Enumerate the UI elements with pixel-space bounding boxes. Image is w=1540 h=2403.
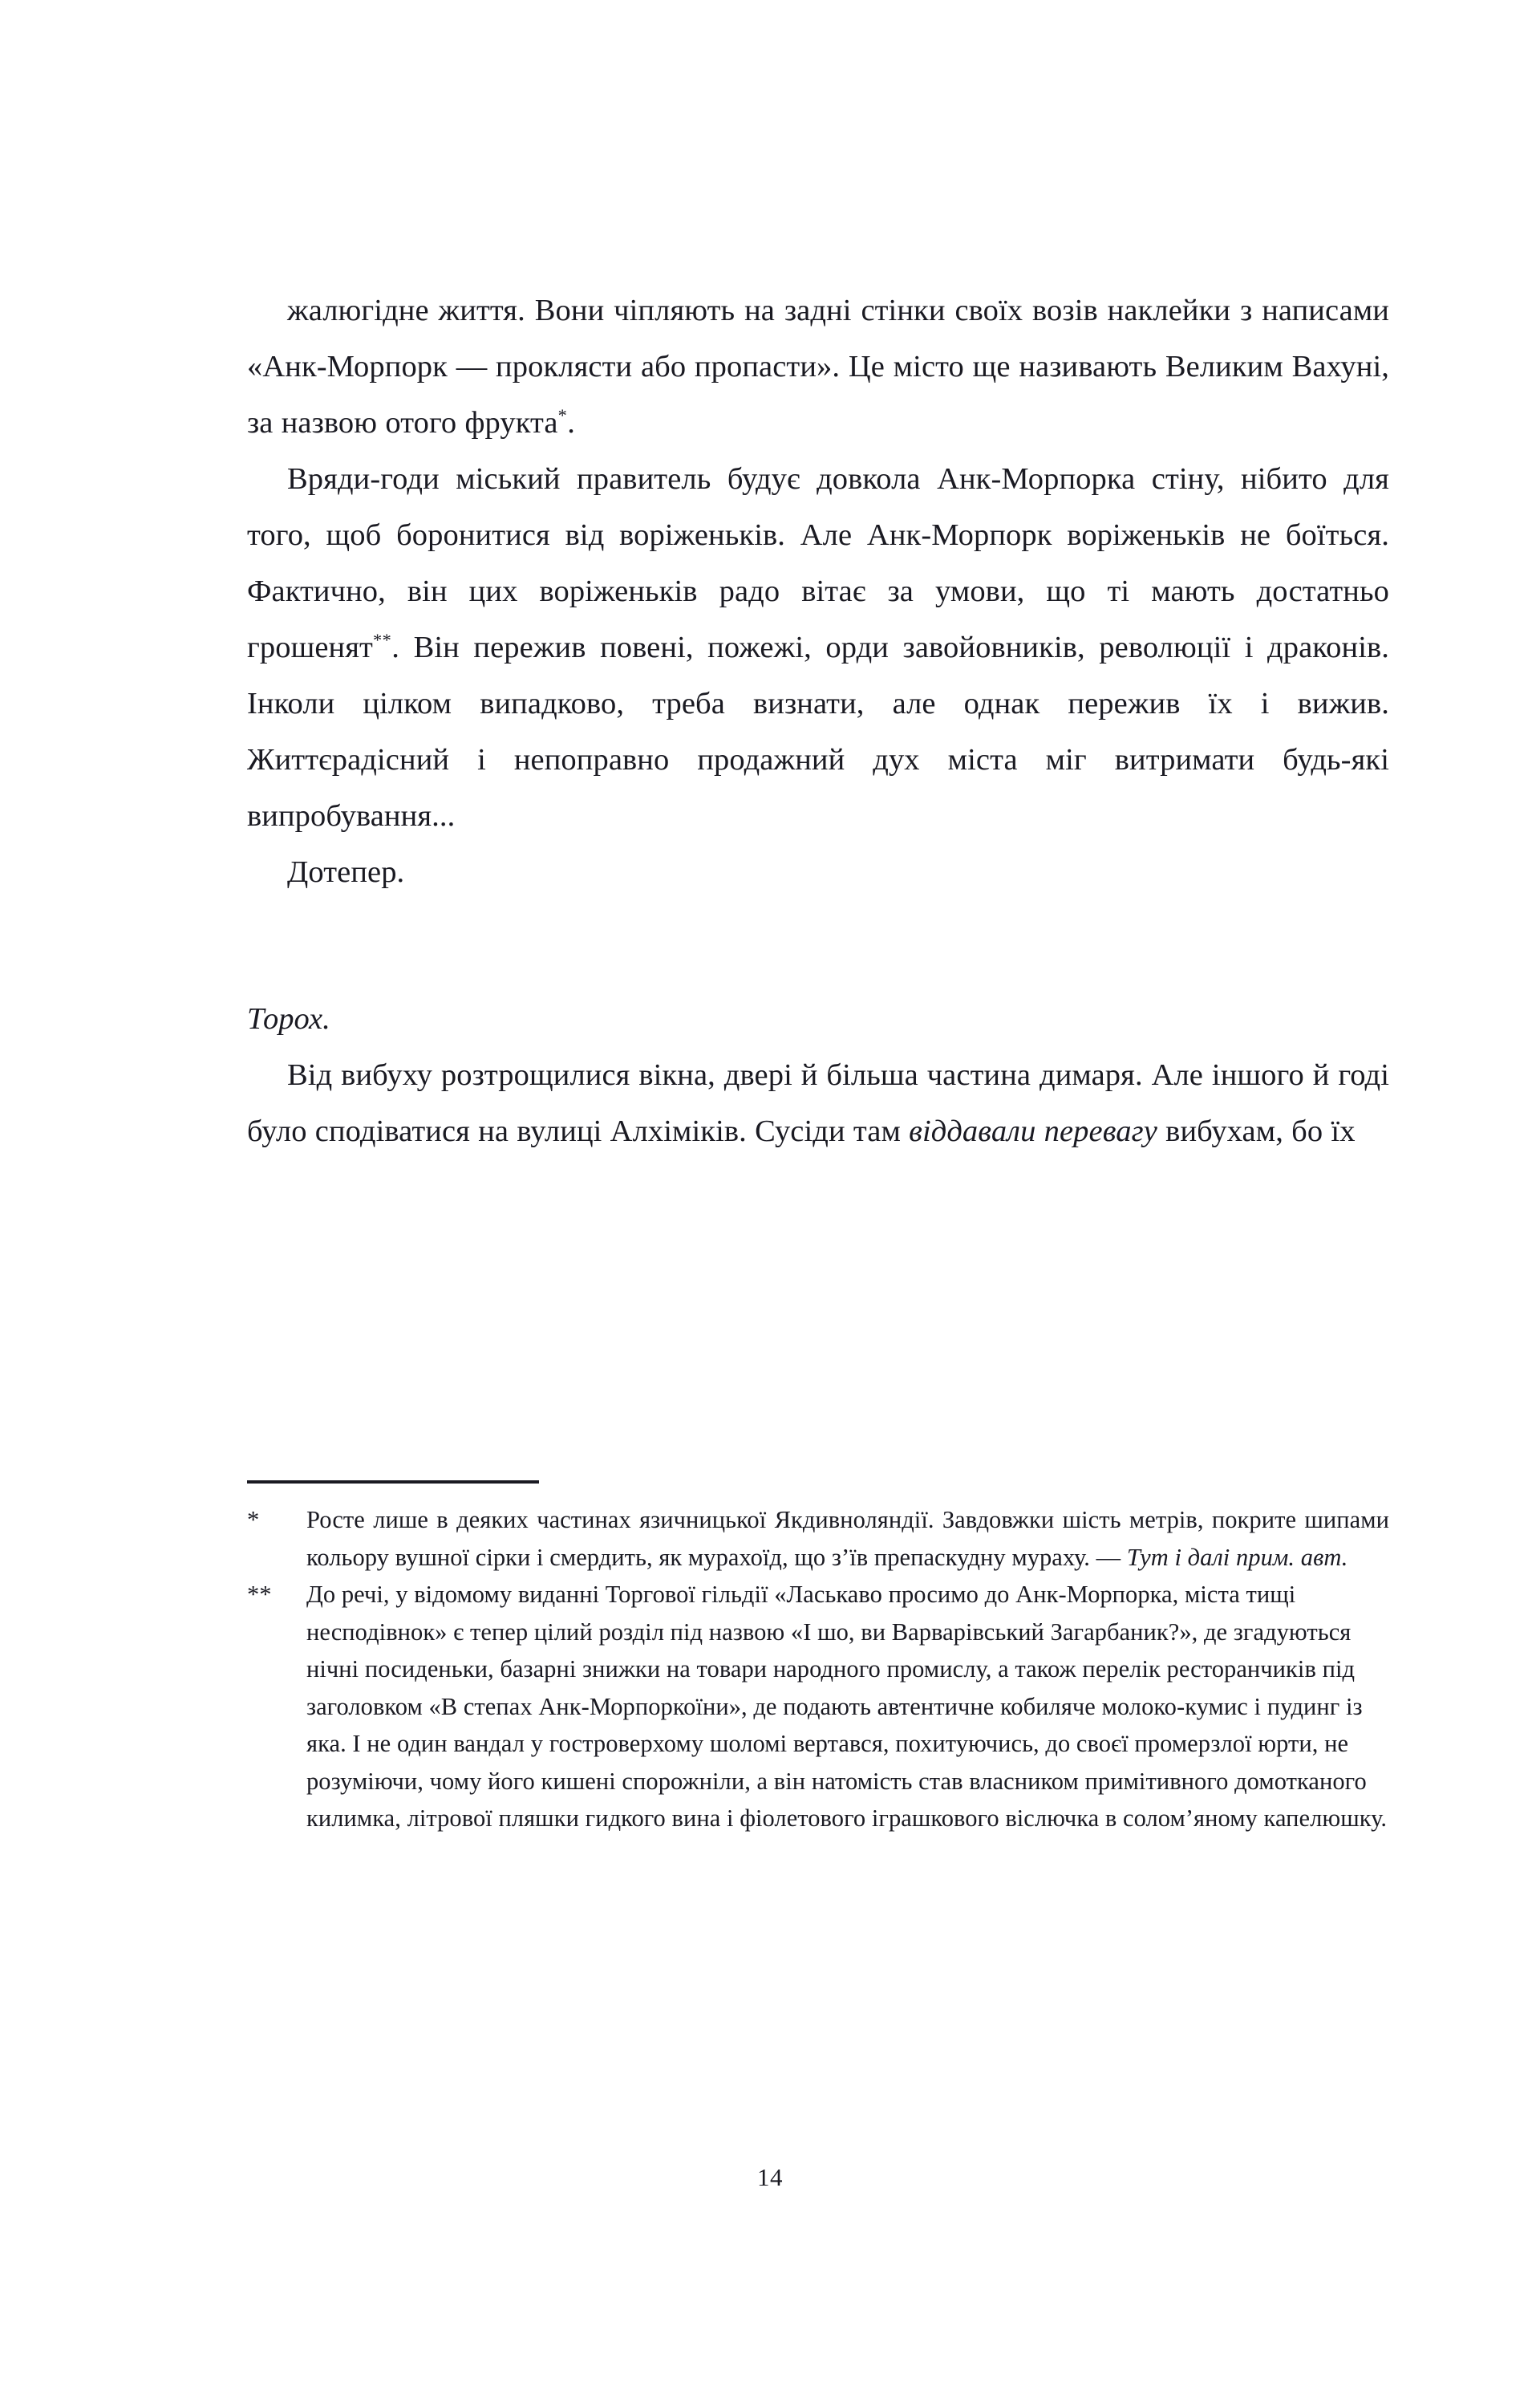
paragraph-city-wall: Вряди-годи міський правитель будує довкола Анк-Морпорка стіну, нібито для того, щоб боронитися від воріженьків. Але Анк-Морпорк воріженьків не боїться. Фактично, він цих воріженьків радо вітає за умови, що ті мають достатньо грошенят**. Він пережив повені, пожежі, орди завойовників, революції і драконів. Інколи цілком випадково, треба визнати, але однак пережив їх і вижив. Життєрадісний і непоправно продажний дух міста міг витримати будь-які випробування... xyxy=(247,462,1389,833)
paragraph-until-now: Дотепер. xyxy=(287,855,405,889)
paragraph-explosion: Від вибуху розтрощилися вікна, двері й більша частина димаря. Але іншого й годі було сподіватися на вулиці Алхіміків. Сусіди там віддавали перевагу вибухам, бо їх xyxy=(247,1058,1389,1148)
footnote-marker: ** xyxy=(247,1581,272,1608)
italic-run: Тут і далі прим. авт. xyxy=(1126,1543,1348,1571)
paragraph-continued: жалюгідне життя. Вони чіпляють на задні стінки своїх возів наклейки з написами «Анк-Морпорк — проклясти або пропасти». Це місто ще називають Великим Вахуні, за назвою отого фрукта*. xyxy=(247,294,1389,440)
footnote-section xyxy=(247,1480,1389,1837)
italic-run: віддавали перевагу xyxy=(909,1114,1157,1148)
footnote-separator-rule xyxy=(247,1480,539,1484)
scene-break-lead: Торох. xyxy=(247,1002,330,1036)
footnote-item xyxy=(247,1576,1389,1837)
footnote-body: До речі, у відомому виданні Торгової гільдії «Ласькаво просимо до Анк-Морпорка, міста тищі несподівнок» є тепер цілий розділ під назвою «І шо, ви Варварівський Загарбаник?», де згадуються нічні посиденьки, базарні знижки на товари народного промислу, а також перелік ресторанчиків під заголовком «В степах Анк-Морпоркоїни», де подають автентичне кобиляче молоко-кумис і пудинг із яка. І не один вандал у гостроверхому шоломі вертався, похитуючись, до своєї промерзлої юрти, не розуміючи, чому його кишені спорожніли, а він натомість став власником примітивного домотканого килимка, літрової пляшки гидкого вина і фіолетового іграшкового віслючка в солом’яному капелюшку. xyxy=(306,1581,1388,1832)
footnote-reference-marker[interactable]: * xyxy=(557,405,568,426)
page-number: 14 xyxy=(757,2163,783,2191)
footnote-item xyxy=(247,1501,1389,1576)
scene-break-spacer xyxy=(247,900,1389,991)
footnote-body: Росте лише в деяких частинах язичницької Якдивноляндії. Завдовжки шість метрів, покрите шипами кольору вушної сірки і смердить, як мурахоїд, що з’їв препаскудну мураху. — Тут і далі прим. авт. xyxy=(306,1506,1389,1571)
footnote-reference-marker[interactable]: ** xyxy=(372,630,392,651)
footnote-marker: * xyxy=(247,1506,260,1533)
main-text-column xyxy=(247,282,1389,1159)
